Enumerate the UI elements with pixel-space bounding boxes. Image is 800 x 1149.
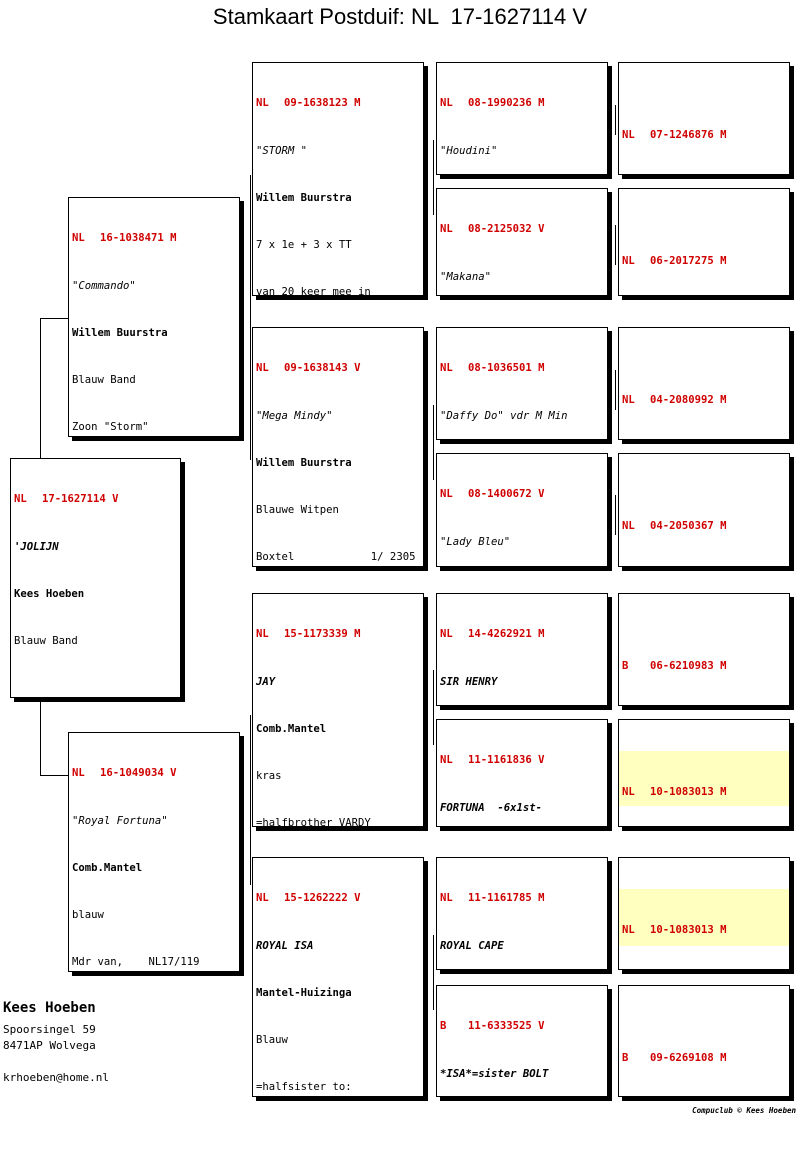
info-line: 7 x 1e + 3 x TT bbox=[256, 238, 352, 251]
ring-header: NL 15-1262222 V bbox=[256, 892, 361, 905]
ring-header: NL 04-2080992 M bbox=[622, 393, 727, 406]
grandsire-paternal-card[interactable] bbox=[252, 62, 424, 296]
ring-header: NL 09-1638123 M bbox=[256, 97, 361, 110]
ring-header: NL 10-1083013 M bbox=[622, 923, 727, 936]
owner-city: 8471AP Wolvega bbox=[3, 1039, 96, 1052]
ring-header: NL 08-1400672 V bbox=[440, 488, 545, 501]
owner-name: Kees Hoeben bbox=[3, 1000, 96, 1016]
gggp-pair-card[interactable] bbox=[618, 327, 790, 440]
owner: Comb.Mantel bbox=[256, 722, 327, 735]
owner: Willem Buurstra bbox=[256, 191, 352, 204]
page-title bbox=[0, 4, 800, 30]
ring-header: B 09-6269108 M bbox=[622, 1051, 727, 1064]
owner: Kees Hoeben bbox=[14, 587, 85, 600]
owner: Comb.Mantel bbox=[72, 861, 143, 874]
ring-header: NL 16-1038471 M bbox=[72, 232, 177, 245]
connector bbox=[40, 318, 41, 458]
info-line: blauw bbox=[72, 908, 104, 921]
ring-header: NL 08-1036501 M bbox=[440, 362, 545, 375]
great-grandparent-card[interactable] bbox=[436, 857, 608, 970]
great-grandparent-card[interactable] bbox=[436, 593, 608, 706]
connector bbox=[250, 715, 251, 885]
info-line: Blauwe Witpen bbox=[256, 503, 339, 516]
info-line: kras bbox=[256, 769, 282, 782]
great-grandparent-card[interactable] bbox=[436, 985, 608, 1097]
connector bbox=[615, 225, 616, 265]
subject-card[interactable] bbox=[10, 458, 181, 698]
ring-header: NL 17-1627114 V bbox=[14, 493, 119, 506]
pigeon-name: 'JOLIJN bbox=[14, 540, 59, 553]
great-grandparent-card[interactable] bbox=[436, 327, 608, 440]
connector bbox=[40, 318, 68, 319]
great-grandparent-card[interactable] bbox=[436, 719, 608, 827]
owner-street: Spoorsingel 59 bbox=[3, 1023, 96, 1036]
ring-header: NL 08-2125032 V bbox=[440, 223, 545, 236]
pigeon-name: JAY bbox=[256, 675, 276, 688]
gggp-pair-card[interactable] bbox=[618, 188, 790, 296]
gggp-pair-card[interactable] bbox=[618, 593, 790, 706]
grandsire-maternal-card[interactable] bbox=[252, 593, 424, 827]
info-line: Mdr van, NL17/119 bbox=[72, 955, 200, 968]
info-line: Blauw Band bbox=[72, 373, 136, 386]
gggp-pair-card[interactable] bbox=[618, 453, 790, 567]
connector bbox=[40, 775, 68, 776]
owner: Mantel-Huizinga bbox=[256, 986, 352, 999]
pigeon-name: SIR HENRY bbox=[440, 675, 498, 688]
info-line: van 20 keer mee in bbox=[256, 285, 371, 296]
gggp-pair-card[interactable] bbox=[618, 62, 790, 175]
ring-header: NL 07-1246876 M bbox=[622, 128, 727, 141]
info-line: Blauw Band bbox=[14, 634, 78, 647]
connector bbox=[250, 175, 251, 460]
ring-header: NL 15-1173339 M bbox=[256, 628, 361, 641]
pigeon-name: "Houdini" bbox=[440, 144, 498, 157]
connector bbox=[615, 370, 616, 410]
ring-header: B 06-6210983 M bbox=[622, 659, 727, 672]
granddam-paternal-card[interactable] bbox=[252, 327, 424, 567]
ring-header: NL 06-2017275 M bbox=[622, 254, 727, 267]
connector bbox=[433, 935, 434, 1010]
pigeon-name: *ISA*=sister BOLT bbox=[440, 1067, 549, 1080]
ring-header: NL 10-1083013 M bbox=[622, 785, 727, 798]
gggp-pair-card[interactable] bbox=[618, 985, 790, 1097]
ring-header: NL 08-1990236 M bbox=[440, 97, 545, 110]
dam-card[interactable] bbox=[68, 732, 240, 972]
owner: Willem Buurstra bbox=[72, 326, 168, 339]
gggp-pair-card[interactable] bbox=[618, 857, 790, 970]
pigeon-name: ROYAL ISA bbox=[256, 939, 314, 952]
ring-header: NL 11-1161785 M bbox=[440, 892, 545, 905]
gggp-pair-card[interactable] bbox=[618, 719, 790, 827]
connector bbox=[615, 105, 616, 135]
connector bbox=[433, 670, 434, 745]
info-line: Blauw bbox=[256, 1033, 288, 1046]
title-prefix: Stamkaart Postduif: bbox=[212, 4, 405, 29]
ring-header: NL 09-1638143 V bbox=[256, 362, 361, 375]
connector bbox=[433, 405, 434, 480]
info-line: Zoon "Storm" bbox=[72, 420, 149, 433]
sire-card[interactable] bbox=[68, 197, 240, 437]
pigeon-name: "Mega Mindy" bbox=[256, 409, 333, 422]
great-grandparent-card[interactable] bbox=[436, 62, 608, 175]
connector bbox=[615, 495, 616, 535]
granddam-maternal-card[interactable] bbox=[252, 857, 424, 1097]
pigeon-name: "Royal Fortuna" bbox=[72, 814, 168, 827]
pigeon-name: "STORM " bbox=[256, 144, 308, 157]
pigeon-name: "Commando" bbox=[72, 279, 136, 292]
great-grandparent-card[interactable] bbox=[436, 453, 608, 567]
pigeon-name: FORTUNA -6x1st- bbox=[440, 801, 543, 814]
info-line: Boxtel 1/ 2305 bbox=[256, 550, 416, 563]
ring-header: NL 16-1049034 V bbox=[72, 767, 177, 780]
pigeon-name: "Makana" bbox=[440, 270, 492, 283]
ring-header: NL 11-1161836 V bbox=[440, 754, 545, 767]
title-country: NL bbox=[411, 4, 439, 29]
connector bbox=[40, 700, 41, 775]
owner-email[interactable]: krhoeben@home.nl bbox=[3, 1071, 109, 1084]
great-grandparent-card[interactable] bbox=[436, 188, 608, 296]
ring-header: NL 14-4262921 M bbox=[440, 628, 545, 641]
pigeon-name: "Daffy Do" vdr M Min bbox=[440, 409, 568, 422]
info-line: =halfsister to: bbox=[256, 1080, 352, 1093]
info-line: =halfbrother VARDY bbox=[256, 816, 371, 827]
owner: Willem Buurstra bbox=[256, 456, 352, 469]
credit-text: Compuclub © Kees Hoeben bbox=[692, 1106, 796, 1115]
title-ring: 17-1627114 V bbox=[450, 4, 588, 29]
ring-header: NL 04-2050367 M bbox=[622, 519, 727, 532]
pigeon-name bbox=[622, 566, 786, 567]
pigeon-name: "Lady Bleu" bbox=[440, 535, 511, 548]
ring-header: B 11-6333525 V bbox=[440, 1020, 545, 1033]
connector bbox=[433, 140, 434, 215]
pigeon-name: ROYAL CAPE bbox=[440, 939, 504, 952]
